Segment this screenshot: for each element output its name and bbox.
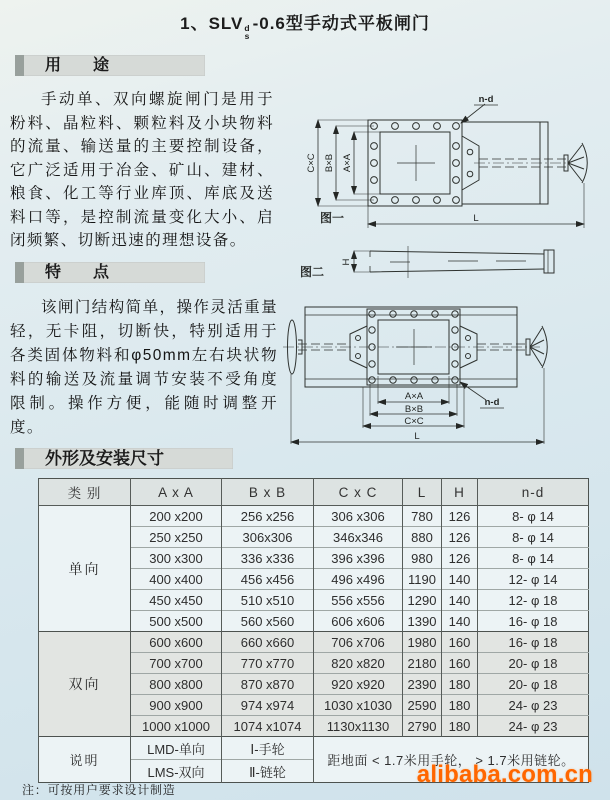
table-cell: 700 x700: [131, 653, 222, 674]
table-cell: 160: [442, 653, 478, 674]
table-cell: 500 x500: [131, 611, 222, 632]
table-cell: 1390: [403, 611, 442, 632]
figure-one-caption: 图一: [320, 211, 345, 225]
column-header: C x C: [314, 479, 403, 506]
fig1-dim-aa-label: A×A: [342, 153, 353, 173]
table-cell: 24- φ 23: [478, 695, 589, 716]
column-header: B x B: [222, 479, 314, 506]
page-title: [0, 9, 610, 40]
legend-wheel-hand: Ⅰ-手轮: [222, 737, 314, 760]
table-cell: 1190: [403, 569, 442, 590]
table-cell: 180: [442, 695, 478, 716]
table-cell: 400 x400: [131, 569, 222, 590]
table-cell: 126: [442, 527, 478, 548]
table-cell: 200 x200: [131, 506, 222, 527]
table-cell: 900 x900: [131, 695, 222, 716]
table-cell: 920 x920: [314, 674, 403, 695]
table-row: [39, 632, 589, 653]
watermark-text: alibaba.com.cn: [416, 761, 593, 788]
title-superscript: d: [244, 23, 251, 33]
table-cell: 8- φ 14: [478, 527, 589, 548]
figure-three-double-view: [283, 307, 547, 444]
table-cell: 160: [442, 632, 478, 653]
fig2-dim-h-label: H: [341, 258, 352, 266]
table-cell: 606 x606: [314, 611, 403, 632]
technical-drawings: [278, 88, 610, 456]
figure-one-top-view: [306, 94, 587, 228]
table-header-row: [39, 479, 589, 506]
table-cell: 180: [442, 716, 478, 737]
table-cell: 24- φ 23: [478, 716, 589, 737]
table-cell: 256 x256: [222, 506, 314, 527]
table-cell: 20- φ 18: [478, 653, 589, 674]
legend-note: 距地面 < 1.7米用手轮， > 1.7米用链轮。: [314, 737, 589, 783]
fig1-nd-label: n-d: [478, 94, 494, 105]
table-cell: 250 x250: [131, 527, 222, 548]
table-cell: 600 x600: [131, 632, 222, 653]
section-heading-features: 特 点: [15, 262, 205, 283]
table-cell: 450 x450: [131, 590, 222, 611]
table-cell: 2390: [403, 674, 442, 695]
table-cell: 1290: [403, 590, 442, 611]
fig1-dim-cc-label: C×C: [306, 153, 317, 173]
table-cell: 2180: [403, 653, 442, 674]
table-cell: 1980: [403, 632, 442, 653]
table-cell: 780: [403, 506, 442, 527]
table-cell: 2790: [403, 716, 442, 737]
group-label-single: 单向: [39, 506, 131, 632]
table-row: [39, 506, 589, 527]
usage-paragraph: 手动单、双向螺旋闸门是用于粉料、晶粒料、颗粒料及小块物料的流量、输送量的主要控制设备，它广泛适用于冶金、矿山、建材、粮食、化工等行业库顶、库底及送料口等，是控制流量变化大小、启闭频繁、切断迅速的理想设备。: [10, 91, 274, 249]
handwheel-icon: [564, 143, 587, 183]
table-cell: 396 x396: [314, 548, 403, 569]
table-cell: 1030 x1030: [314, 695, 403, 716]
table-cell: 1000 x1000: [131, 716, 222, 737]
table-cell: 126: [442, 548, 478, 569]
figure-two-caption: 图二: [300, 265, 325, 279]
figure-two-side-view: [300, 246, 554, 279]
flange-front: [368, 120, 462, 206]
column-header: L: [403, 479, 442, 506]
table-cell: 336 x336: [222, 548, 314, 569]
fig1-dim-bb-label: B×B: [324, 153, 335, 173]
table-cell: 556 x556: [314, 590, 403, 611]
housing-body: [462, 122, 570, 204]
table-cell: 8- φ 14: [478, 506, 589, 527]
table-cell: 126: [442, 506, 478, 527]
table-cell: 1130x1130: [314, 716, 403, 737]
table-cell: 870 x870: [222, 674, 314, 695]
table-cell: 346x346: [314, 527, 403, 548]
title-suffix: -0.6型手动式平板闸门: [252, 14, 430, 33]
features-paragraph: 该闸门结构简单，操作灵活重量轻，无卡阻，切断快，特别适用于各类固体物料和φ50mm左右块状物料的输送及流量调节安装不受角度限制。操作方便，能随时调整开度。: [10, 299, 278, 436]
table-cell: 456 x456: [222, 569, 314, 590]
table-cell: 560 x560: [222, 611, 314, 632]
legend-model-double: LMS-双向: [131, 760, 222, 783]
dimensions-table: [38, 478, 589, 783]
table-cell: 660 x660: [222, 632, 314, 653]
column-header: H: [442, 479, 478, 506]
table-cell: 510 x510: [222, 590, 314, 611]
group-label-double: 双向: [39, 632, 131, 737]
fig3-dim-l-label: L: [414, 431, 420, 442]
fig3-nd-label: n-d: [484, 397, 500, 408]
fig1-dimensions: [318, 104, 584, 228]
table-cell: 12- φ 18: [478, 590, 589, 611]
table-cell: 706 x706: [314, 632, 403, 653]
column-header: A x A: [131, 479, 222, 506]
table-cell: 20- φ 18: [478, 674, 589, 695]
title-subscript: s: [244, 30, 251, 41]
fig2-dimensions: [354, 251, 370, 272]
footer-note: 注：可按用户要求设计制造: [22, 783, 176, 797]
screw-shafts: [283, 326, 540, 368]
table-cell: 820 x820: [314, 653, 403, 674]
section-heading-usage: 用 途: [15, 55, 205, 76]
table-cell: 980: [403, 548, 442, 569]
side-profile: [370, 246, 554, 278]
table-cell: 12- φ 14: [478, 569, 589, 590]
table-cell: 306x306: [222, 527, 314, 548]
column-header: 类 别: [39, 479, 131, 506]
table-cell: 180: [442, 674, 478, 695]
table-cell: 880: [403, 527, 442, 548]
table-cell: 974 x974: [222, 695, 314, 716]
table-cell: 140: [442, 569, 478, 590]
table-cell: 16- φ 18: [478, 611, 589, 632]
fig3-dim-cc-label: C×C: [404, 416, 424, 427]
table-cell: 16- φ 18: [478, 632, 589, 653]
table-cell: 800 x800: [131, 674, 222, 695]
table-cell: 1074 x1074: [222, 716, 314, 737]
legend-row: [39, 737, 589, 760]
column-header: n-d: [478, 479, 589, 506]
table-cell: 140: [442, 611, 478, 632]
table-cell: 496 x496: [314, 569, 403, 590]
title-supsub: [244, 25, 250, 40]
legend-label: 说明: [39, 737, 131, 783]
table-cell: 140: [442, 590, 478, 611]
table-cell: 2590: [403, 695, 442, 716]
title-prefix: 1、SLV: [180, 14, 244, 33]
table-cell: 8- φ 14: [478, 548, 589, 569]
table-cell: 300 x300: [131, 548, 222, 569]
legend-model-single: LMD-单向: [131, 737, 222, 760]
section-heading-dimensions: 外形及安装尺寸: [15, 448, 233, 469]
fig1-dim-l-label: L: [473, 213, 479, 224]
fig3-dim-bb-label: B×B: [404, 404, 424, 415]
table-cell: 770 x770: [222, 653, 314, 674]
fig3-dim-aa-label: A×A: [404, 391, 424, 402]
legend-wheel-chain: Ⅱ-链轮: [222, 760, 314, 783]
table-cell: 306 x306: [314, 506, 403, 527]
